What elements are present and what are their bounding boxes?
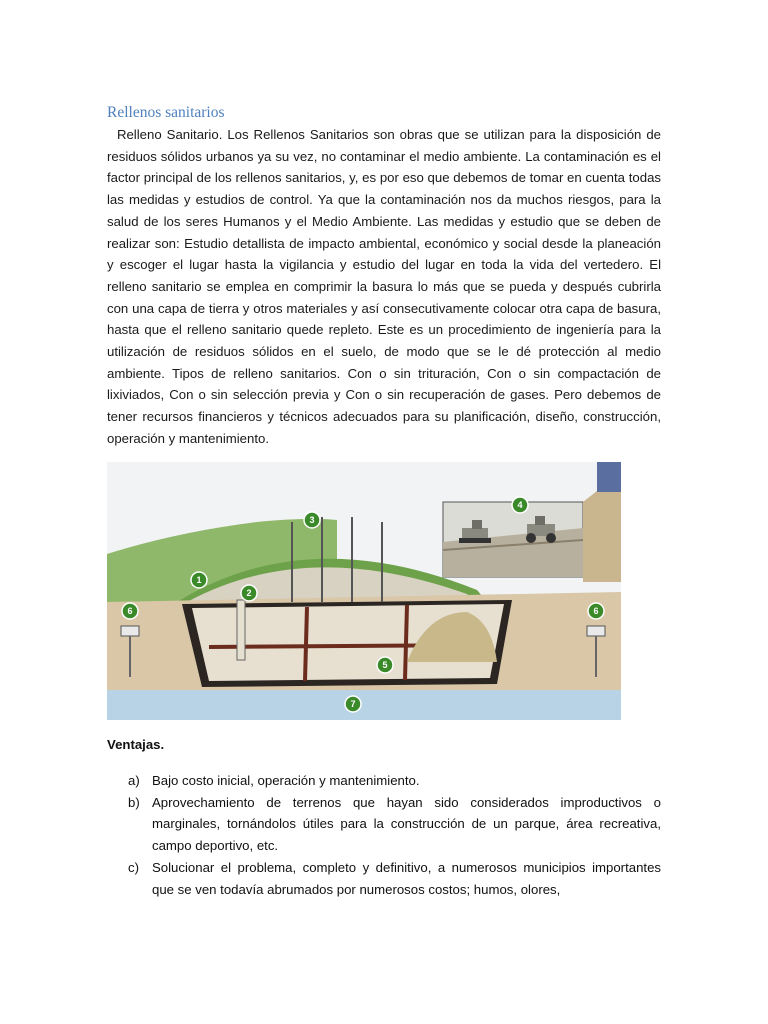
badge-4 <box>512 497 528 513</box>
badge-5 <box>377 657 393 673</box>
cell-divider <box>305 607 307 681</box>
svg-text:3: 3 <box>309 515 315 525</box>
monitoring-well <box>237 600 245 660</box>
list-item <box>107 857 661 900</box>
cell-divider <box>405 605 407 680</box>
list-letter: a) <box>128 773 140 788</box>
svg-text:4: 4 <box>517 500 523 510</box>
section-heading: Rellenos sanitarios <box>107 104 225 121</box>
badge-7 <box>345 696 361 712</box>
badge-6 <box>122 603 138 619</box>
svg-text:7: 7 <box>350 699 356 709</box>
badge-1 <box>191 572 207 588</box>
list-text: Solucionar el problema, completo y definitivo, a numerosos municipios importantes que se ven todavía abrumados por numerosos costos; humos, olores, <box>152 859 661 897</box>
badge-3 <box>304 512 320 528</box>
svg-text:1: 1 <box>196 575 202 585</box>
list-item <box>107 770 661 792</box>
list-letter: c) <box>128 859 139 875</box>
badge-2 <box>241 585 257 601</box>
svg-text:6: 6 <box>127 606 133 616</box>
ventajas-list <box>107 770 661 900</box>
list-text: Bajo costo inicial, operación y mantenimiento. <box>152 773 420 788</box>
truck-icon <box>597 462 621 492</box>
body-paragraph: Relleno Sanitario. Los Rellenos Sanitarios son obras que se utilizan para la disposición de residuos sólidos urbanos ya su vez, no contaminar el medio ambiente. La contaminación es el factor principal de los rellenos sanitarios, y, es por eso que debemos de tomar en cuenta todas las medidas y estudios de control. Ya que la contaminación nos da muchos riesgos, para la salud de los seres Humanos y el Medio Ambiente. Las medidas y estudio que se deben de realizar son: Estudio detallista de impacto ambiental, económico y social desde la planeación y escoger el lugar hasta la vigilancia y estudio del lugar en toda la vida del vertedero. El relleno sanitario se emplea en comprimir la basura lo más que se pueda y después cubrirla con una capa de tierra y otros materiales y así consecutivamente colocar otra capa de basura, hasta que el relleno sanitario quede repleto. Este es un procedimiento de ingeniería para la utilización de residuos sólidos en el suelo, de modo que se le dé protección al medio ambiente. Tipos de relleno sanitarios. Con o sin trituración, Con o sin compactación de lixiviados, Con o sin selección previa y Con o sin recuperación de gases. Pero debemos de tener recursos financieros y técnicos adecuados para su planificación, diseño, construcción, operación y mantenimiento. <box>107 127 665 446</box>
list-text: Aprovechamiento de terrenos que hayan sido considerados improductivos o marginales, tornándolos útiles para la construcción de un parque, área recreativa, campo deportivo, etc. <box>152 794 661 854</box>
badge-6 <box>588 603 604 619</box>
list-item <box>107 792 661 857</box>
svg-text:5: 5 <box>382 660 388 670</box>
ventajas-title: Ventajas. <box>107 737 165 752</box>
list-letter: b) <box>128 794 140 810</box>
landfill-diagram <box>107 462 621 720</box>
svg-text:2: 2 <box>246 588 252 598</box>
groundwater <box>107 690 621 720</box>
svg-text:6: 6 <box>593 606 599 616</box>
